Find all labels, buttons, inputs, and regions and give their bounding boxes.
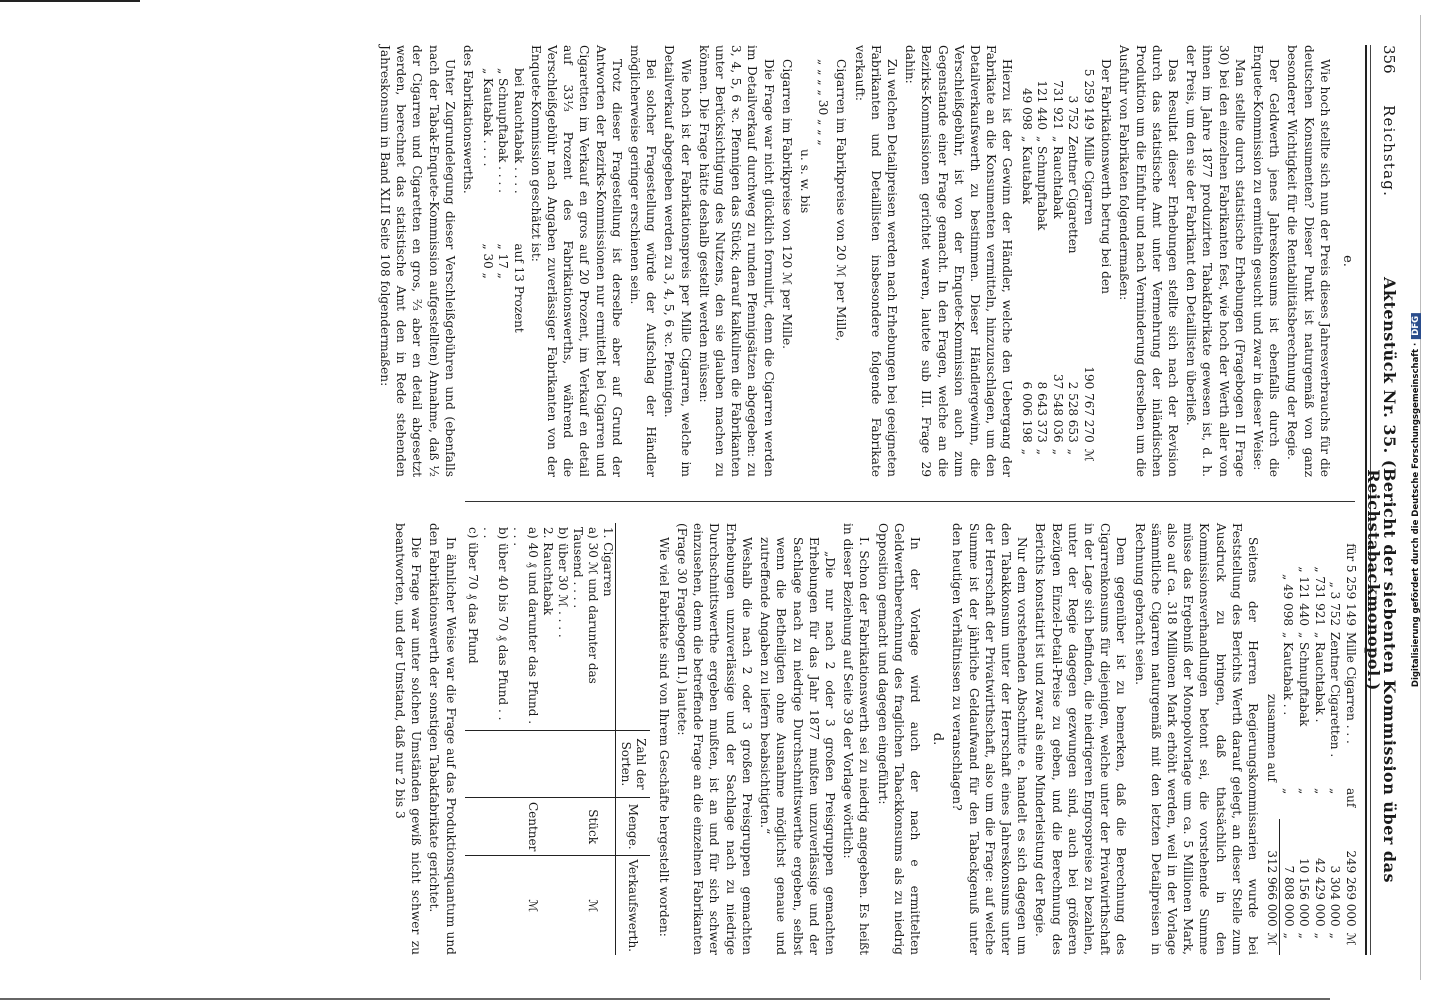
unit-cell: „ Kautabak: [1019, 136, 1034, 204]
value-cell: 6 006 198: [1019, 381, 1034, 443]
quantity-cell: „ 49 098: [1281, 573, 1296, 626]
running-head-left: Reichstag.: [1380, 105, 1398, 198]
currency-cell: ℳ: [1081, 448, 1096, 462]
form-row: [510, 523, 540, 955]
form-row: [465, 523, 480, 955]
paragraph: Das Resultat dieser Erhebungen stellte sich nach der Revision durch das statistische Amt unter Vermehrung der inländischen Produktion um die Einfuhr und nach Verminderung derselben um die Ausfuhr von Fabrikaten folgendermaßen:: [1117, 45, 1180, 477]
section-heading-d: d.: [930, 732, 946, 746]
table-row: [1280, 523, 1296, 955]
total-row: [1264, 523, 1280, 955]
paragraph: Wie viel Fabrikate sind von Ihrem Geschäfte hergestellt worden:: [656, 537, 671, 937]
form-row-label: 1. Cigarren: [600, 527, 615, 597]
paragraph: Zu welchen Detailpreisen werden nach Erhebungen bei geeigneten Fabrikanten und Detaillisten insbesondere folgende Fabrikate verkauft:: [852, 45, 900, 477]
prefix-cell: „: [1328, 788, 1343, 795]
quantity-cell: 49 098: [1019, 88, 1034, 130]
markup-label: bei Rauchtabak . . . .: [511, 68, 526, 194]
paragraph: u. s. w. bis: [798, 149, 813, 214]
prefix-cell: [1034, 289, 1050, 309]
top-edge-rule: [0, 0, 140, 2]
value-cell: 2 528 653: [1066, 381, 1081, 443]
markup-label: „ Schnupftabak . . . .: [496, 68, 511, 193]
left-column: [375, 45, 1359, 477]
currency-cell: „: [1019, 448, 1034, 455]
table-row: [1343, 523, 1359, 955]
value-cell: 190 767 270: [1081, 366, 1096, 443]
unit-cell: Zentner Cigaretten: [1066, 136, 1081, 254]
prefix-cell: [1018, 289, 1034, 309]
paragraph: Nur dem vorstehenden Abschnitte e. handelt es sich dagegen um den Tabakkonsum unter der Herrschaft eines Jahreskonsums unter der Herrschaft der Privatwirthschaft, also um die Frage: auf welche Summe ist der jährliche Geldaufwand für den Tabackgenuß unter den heutigen Verhältnissen zu veranschlagen?: [950, 523, 1030, 955]
paragraph: Hierzu ist der Gewinn der Händler, welche den Uebergang der Fabrikate an die Konsumenten vermitteln, hinzuzuschlagen, um den Detailverkaufswerth zu bestimmen. Dieser Händlergewinn, die Verschleißgebühr, ist von der Enquete-Kommission auch zum Gegenstande einer Frage gemacht. In den Fragen, welche an die Bezirks-Kommissionen gerichtet waren, lautete sub III. Frage 29 dahin:: [903, 45, 1015, 477]
markup-table: [479, 65, 526, 367]
paragraph: Man stellte durch statistische Erhebungen (Fragebogen II Frage 30) bei den einzelnen Fabrikanten fest, wie hoch der Werth aller von ihnen im Jahre 1877 produzirten Tabakfabrikate gewesen ist, d. h. der Preis, um den sie der Fabrikant den Detaillisten überließ.: [1184, 45, 1247, 477]
quantity-cell: „ 731 921: [1313, 566, 1327, 626]
paragraph: des Fabrikationswerths.: [461, 45, 476, 194]
paragraph: Die Frage war unter solchen Umständen gewiß nicht schwer zu beantworten, und der Umstand, daß nur 2 bis 3: [393, 523, 424, 955]
digitization-text: Digitalisierung gefördert durch die Deutsche Forschungsgemeinschaft ·: [1411, 342, 1421, 688]
form-row: [480, 523, 510, 955]
quotation: „Die nur nach 2 oder 3 großen Preisgruppen gemachten Erhebungen für das Jahr 1877 mußten unzuverlässige und der Sachlage nach zu niedrige Durchschnittswerthe ergeben, selbst wenn die Betheiligten ohne Ausnahme möglichst genaue und zutreffende Angaben zu liefern beabsichtigten.“: [758, 537, 837, 955]
form-currency: [600, 856, 616, 955]
quantity-cell: „ 3 752: [1328, 581, 1343, 626]
form-row-label: b) über 40 bis 70 ₰ das Pfund . . . .: [480, 527, 510, 721]
prefix-cell: [1049, 289, 1065, 309]
form-row: [570, 523, 600, 955]
paragraph: Wie hoch stellte sich nun der Preis dieses Jahresverbrauchs für die deutschen Konsumenten? Dieser Punkt ist naturgemäß von ganz besonderer Wichtigkeit für die Rentabilitätsberechnung der Regie.: [1285, 45, 1332, 477]
paragraph: Die Frage war nicht glücklich formulirt, denn die Cigarren werden im Detailverkauf durchweg zu runden Pfennigsätzen abgegeben: zu 3, 4, 5, 6 ꝛc. Pfennigen das Stück; darauf kalkuliren die Fabrikanten unter Berücksichtigung des Nutzens, den sie glauben machen zu können. Die Frage hätte deshalb gestellt werden müssen:: [696, 45, 776, 477]
form-header-row: [615, 523, 650, 955]
total-currency: ℳ: [1264, 930, 1280, 955]
paragraph: Cigarren im Fabrikpreise von 120 ℳ per Mille.: [779, 59, 794, 350]
value-cell: 8 643 373: [1035, 381, 1050, 443]
dfg-logo: DFG: [1411, 313, 1421, 339]
running-head: [1363, 45, 1399, 955]
paragraph: In der Vorlage wird auch der nach e ermittelten Geldwerthberechnung des fraglichen Tabackkonsums als zu niedrig Opposition gemacht und dagegen eingeführt:: [875, 523, 922, 955]
paragraph: Weshalb die nach 2 oder 3 großen Preisgruppen gemachten Erhebungen unzuverlässige und der Sachlage nach zu niedrige Durchschnittswerthe ergeben mußten, ist an und für sich schwer einzusehen, denn die betreffende Frage an die einzelnen Fabrikanten (Frage 30 Fragebogen II.) lautete:: [675, 523, 754, 955]
form-header-quantity: Menge.: [615, 797, 650, 855]
form-currency: [480, 856, 510, 955]
form-row-label: 2. Rauchtabak: [540, 527, 555, 615]
form-currency: ℳ: [510, 856, 540, 955]
form-unit: [540, 797, 555, 855]
prefix-cell: „: [1297, 788, 1312, 795]
quantity-cell: 731 921: [1050, 80, 1065, 130]
unit-cell: „ Rauchtabak .: [1313, 632, 1327, 723]
printed-page: [21, 15, 1411, 985]
value-cell: 37 548 036: [1050, 373, 1065, 443]
paragraph: Dem gegenüber ist zu bemerken, daß die Berechnung des Cigarrenkonsums für diejenigen, welche unter der Privatwirthschaft in der Lage sich befinden, die niedrigeren Engrospreise zu bezahlen, unter der Regie dagegen gezwungen sind, auch bei größeren Bezügen Einzel-Detail-Preise zu geben, und die Berechnung des Berichts konstatirt ist und zwar als eine Minderleistung der Regie.: [1033, 523, 1129, 955]
form-currency: [465, 856, 480, 955]
unit-cell: Mille Cigarren: [1081, 136, 1096, 225]
form-row-label: c) über 70 ₰ das Pfund: [465, 527, 480, 664]
paragraph: Seitens der Herren Regierungskommissarien wurde bei Feststellung des Berichts Werth darauf gelegt, an dieser Stelle zum Ausdruck zu bringen, daß thatsächlich in den Kommissionsverhandlungen betont sei, die vorstehende Summe müsse das Ergebniß der Monopolvorlage um ca. 5 Millionen Mark, also auf ca. 318 Millionen Mark erhöht werden, weil in der Vorlage sämmtliche Cigarren naturgemäß mit den letzten Detailpreisen in Rechnung gebracht seien.: [1132, 523, 1260, 955]
section-heading-e: e.: [1340, 255, 1355, 267]
total-value: 312 966 000: [1264, 819, 1280, 930]
form-unit: [555, 797, 570, 855]
currency-cell: „: [1313, 932, 1327, 939]
paragraph: Unter Zugrundelegung dieser Verschleißgebühren und (ebenfalls nach der Tabak-Enquete-Kommission aufgestellten) Annahme, daß ½ der Cigarren und Cigaretten en gros, ⅔ aber en detail abgesetzt werden, berechnet das statistische Amt den in Rede stehenden Jahreskonsum in Band XLII Seite 108 folgendermaßen:: [378, 45, 457, 477]
prefix-cell: [1065, 289, 1081, 309]
value-cell: 249 269 000: [1344, 850, 1358, 927]
paragraph: I. Schon der Fabrikationswerth sei zu niedrig angegeben. Es heißt in dieser Beziehung auf Seite 39 der Vorlage wörtlich:: [841, 523, 872, 955]
value-cell: 7 808 000: [1282, 865, 1296, 927]
table-row: [1080, 45, 1096, 477]
paragraph: In ähnlicher Weise war die Frage auf das Produktionsquantum und den Fabrikationswerth der sonstigen Tabakfabrikate gerichtet.: [427, 523, 458, 955]
currency-cell: „: [1282, 932, 1296, 939]
form-row: [540, 523, 555, 955]
table-row: [1327, 523, 1343, 955]
form-row-label: a) 30 ℳ und darunter das Tausend . . . .: [570, 527, 600, 684]
unit-cell: „ Kautabak . .: [1281, 632, 1296, 716]
prefix-cell: „: [1281, 788, 1296, 795]
currency-cell: „: [1328, 932, 1343, 939]
paragraph: Der Geldwerth jenes Jahreskonsums ist ebenfalls durch die Enquete-Kommission zu ermitteln gesucht und zwar in dieser Weise:: [1250, 45, 1282, 477]
digitization-note: [1411, 313, 1421, 687]
questionnaire-form-table: [465, 523, 650, 955]
table-row: [1065, 45, 1081, 477]
column-divider: [465, 501, 1355, 502]
paragraph: „ „ „ „ 30 „ „ „: [816, 59, 831, 146]
prefix-cell: [1080, 289, 1096, 309]
head-rule: [1365, 45, 1367, 955]
page-number: 356: [1380, 45, 1398, 74]
unit-cell: „ Schnupftabak: [1297, 632, 1312, 727]
form-unit: Centner: [510, 797, 540, 855]
form-row-label: a) 40 ₰ und darunter das Pfund . . . .: [510, 527, 540, 725]
form-header-sales-value: Verkaufswerth.: [615, 856, 650, 955]
markup-value: auf 13 Prozent: [511, 243, 526, 333]
fabrication-value-table: [1018, 45, 1096, 477]
markup-label: „ Kautabak . . . .: [480, 68, 495, 167]
running-head-title: Aktenstück Nr. 35. (Bericht der siebenten Kommission über das Reichstabackmonopol.): [1363, 277, 1399, 883]
form-unit: Stück: [570, 797, 600, 855]
paragraph: Der Fabrikationswerth betrug bei den: [1099, 59, 1114, 294]
paragraph: Wie hoch ist der Fabrikationspreis per Mille Cigarren, welche im Detailverkauf abgegeben werden zu 3, 4, 5, 6 ꝛc. Pfennigen.: [662, 45, 693, 477]
form-unit: [465, 797, 480, 855]
form-currency: ℳ: [570, 856, 600, 955]
currency-cell: „: [1050, 448, 1065, 455]
markup-value: „ 17 „: [496, 243, 511, 279]
table-row: [1049, 45, 1065, 477]
form-row: [555, 523, 570, 955]
table-row: [1296, 523, 1312, 955]
form-row-label: b) über 30 ℳ . . . .: [555, 527, 570, 638]
currency-cell: „: [1035, 448, 1050, 455]
markup-value: „ 30 „: [480, 243, 495, 279]
right-column: [390, 523, 1359, 955]
value-cell: 42 429 000: [1313, 857, 1327, 927]
form-header-sorts: Zahl der Sorten.: [615, 730, 650, 797]
table-row: [1312, 523, 1328, 955]
prefix-cell: auf: [1344, 788, 1358, 808]
quantity-cell: 3 752: [1066, 95, 1081, 130]
paragraph: Trotz dieser Fragestellung ist derselbe aber auf Grund der Antworten der Bezirks-Kommissionen nur ermittelt bei Cigarren und Cigaretten im Verkauf en gros auf 20 Prozent, im Verkauf en detail auf 33⅓ Prozent des Fabrikationswerths, während die Verschleißgebühr nach Angaben zuverlässiger Fabrikanten von der Enquete-Kommission geschätzt ist:: [528, 45, 624, 477]
form-currency: [540, 856, 555, 955]
form-header-blank: [615, 523, 650, 730]
currency-cell: „: [1297, 932, 1312, 939]
unit-cell: Zentner Cigaretten .: [1328, 632, 1343, 758]
currency-cell: ℳ: [1344, 932, 1358, 946]
quantity-cell: für 5 259 149: [1344, 543, 1358, 626]
paragraph: Cigarren im Fabrikpreise von 20 ℳ per Mille,: [834, 59, 849, 342]
table-row: [495, 65, 511, 367]
form-row: [600, 523, 616, 955]
consumption-value-table: [1264, 523, 1358, 955]
currency-cell: „: [1066, 448, 1081, 455]
paragraph: Bei solcher Fragestellung würde der Aufschlag der Händler möglicherweise geringer erschienen sein.: [627, 45, 659, 477]
value-cell: 3 304 000: [1328, 865, 1343, 927]
form-currency: [555, 856, 570, 955]
form-unit: [480, 797, 510, 855]
prefix-cell: „: [1313, 788, 1327, 795]
value-cell: 10 156 000: [1297, 857, 1312, 927]
table-row: [510, 65, 526, 367]
table-row: [1034, 45, 1050, 477]
total-label: zusammen auf: [1265, 693, 1280, 782]
quantity-cell: 121 440: [1035, 80, 1050, 130]
unit-cell: „ Schnupftabak: [1035, 136, 1050, 231]
table-row: [1018, 45, 1034, 477]
unit-cell: Mille Cigarren . . .: [1344, 632, 1358, 744]
quantity-cell: „ 121 440: [1297, 566, 1312, 626]
form-unit: [600, 797, 616, 855]
quantity-cell: 5 259 149: [1081, 68, 1096, 130]
unit-cell: „ Rauchtabak: [1050, 136, 1065, 219]
table-row: [479, 65, 495, 367]
